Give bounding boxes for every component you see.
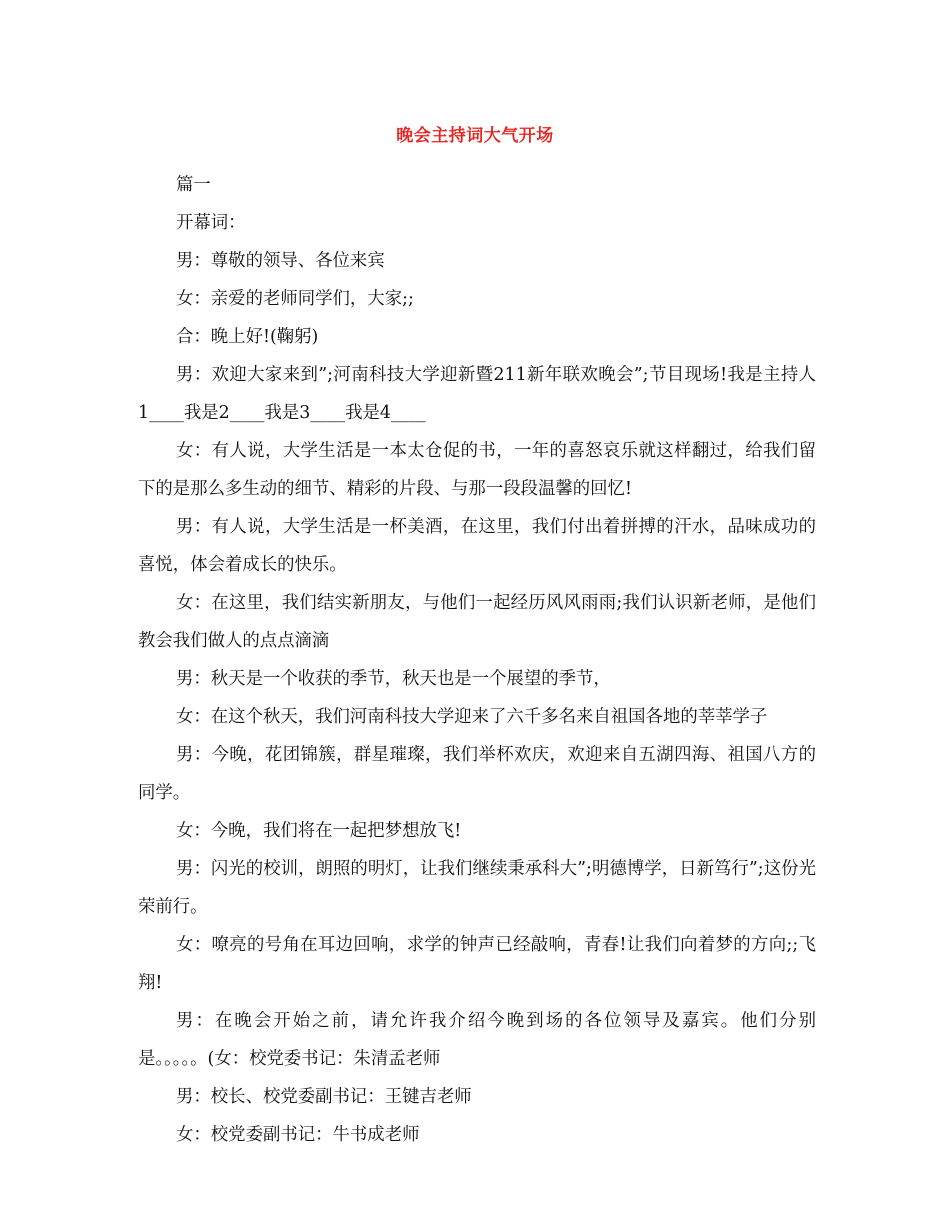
- paragraph: 男：今晚，花团锦簇，群星璀璨，我们举杯欢庆，欢迎来自五湖四海、祖国八方的同学。: [138, 745, 816, 803]
- paragraph: 女：亲爱的老师同学们，大家;;: [176, 289, 414, 309]
- paragraph: 男：秋天是一个收获的季节，秋天也是一个展望的季节，: [176, 669, 611, 689]
- paragraph: 女：校党委副书记：牛书成老师: [176, 1125, 420, 1145]
- paragraph: 男：尊敬的领导、各位来宾: [176, 251, 385, 271]
- paragraph: 合：晚上好!(鞠躬): [176, 327, 319, 347]
- paragraph: 篇一: [176, 175, 211, 195]
- paragraph: 女：今晚，我们将在一起把梦想放飞!: [176, 821, 462, 841]
- paragraph: 开幕词：: [176, 213, 246, 233]
- paragraph: 男：在晚会开始之前，请允许我介绍今晚到场的各位领导及嘉宾。他们分别是。。。。。(女：校党委书记：朱清孟老师: [138, 1011, 816, 1069]
- document-title: 晚会主持词大气开场: [396, 126, 554, 146]
- paragraph: 男：校长、校党委副书记：王键吉老师: [176, 1087, 472, 1107]
- paragraph: 女：在这里，我们结实新朋友，与他们一起经历风风雨雨;我们认识新老师，是他们教会我们做人的点点滴滴: [138, 593, 816, 651]
- paragraph: 女：嘹亮的号角在耳边回响，求学的钟声已经敲响，青春!让我们向着梦的方向;;飞翔!: [138, 935, 816, 993]
- paragraph: 女：有人说，大学生活是一本太仓促的书，一年的喜怒哀乐就这样翻过，给我们留下的是那么多生动的细节、精彩的片段、与那一段段温馨的回忆!: [138, 441, 816, 499]
- paragraph: 男：欢迎大家来到”;河南科技大学迎新暨211新年联欢晚会”;节目现场!我是主持人1____我是2____我是3____我是4____: [138, 365, 816, 423]
- paragraph: 男：闪光的校训，朗照的明灯，让我们继续秉承科大”;明德博学，日新笃行”;这份光荣前行。: [138, 859, 816, 917]
- document-body: [138, 166, 816, 1154]
- paragraph: 女：在这个秋天，我们河南科技大学迎来了六千多名来自祖国各地的莘莘学子: [176, 707, 768, 727]
- paragraph: 男：有人说，大学生活是一杯美酒，在这里，我们付出着拼搏的汗水，品味成功的喜悦，体会着成长的快乐。: [138, 517, 816, 575]
